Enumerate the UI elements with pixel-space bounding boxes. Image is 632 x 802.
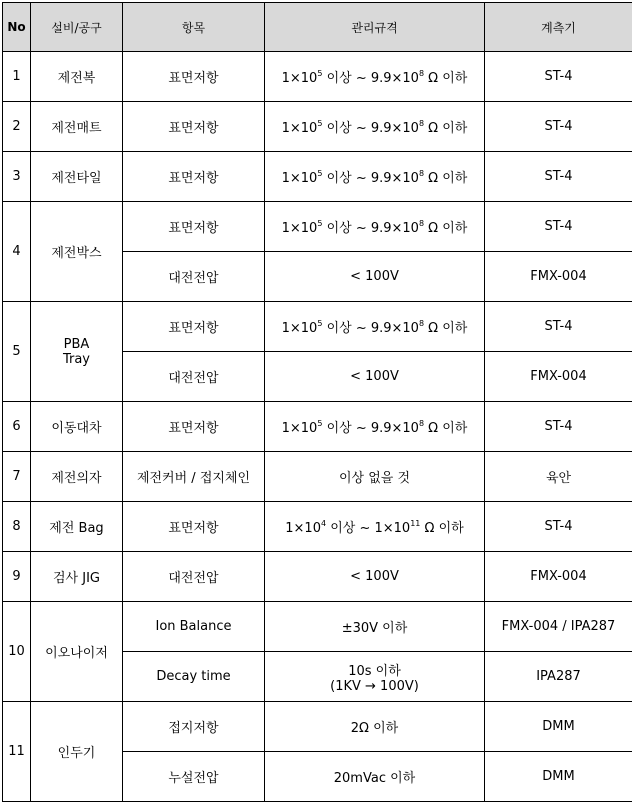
item-cell: 대전전압 (123, 552, 265, 602)
spec-line: (1KV → 100V) (267, 679, 482, 694)
table-row (3, 402, 632, 452)
header-equipment: 설비/공구 (31, 3, 123, 52)
header-row (3, 3, 632, 52)
spec-exponent: 4 (321, 519, 326, 528)
equipment-cell (31, 302, 123, 402)
table-row (3, 202, 632, 252)
item-cell: 표면저항 (123, 502, 265, 552)
spec-exponent: 8 (419, 219, 424, 228)
spec-cell: ±30V 이하 (265, 602, 485, 652)
equipment-cell: 제전 Bag (31, 502, 123, 552)
equipment-line: PBA (33, 337, 120, 352)
esd-management-table (2, 2, 632, 802)
table-row (3, 52, 632, 102)
spec-cell: 2Ω 이하 (265, 702, 485, 752)
row-number: 5 (3, 302, 31, 402)
spec-exponent: 5 (317, 169, 322, 178)
equipment-cell: 제전타일 (31, 152, 123, 202)
meter-cell: 육안 (485, 452, 632, 502)
header-spec: 관리규격 (265, 3, 485, 52)
meter-cell: FMX-004 (485, 252, 632, 302)
spec-exponent: 5 (317, 319, 322, 328)
equipment-cell: 제전박스 (31, 202, 123, 302)
spec-text: 1×10 (282, 71, 318, 86)
spec-exponent: 8 (419, 319, 424, 328)
spec-exponent: 8 (419, 419, 424, 428)
equipment-line: Tray (33, 352, 120, 367)
table-row (3, 152, 632, 202)
spec-text: Ω 이하 (424, 121, 467, 136)
spec-exponent: 5 (317, 69, 322, 78)
row-number: 7 (3, 452, 31, 502)
item-cell: 표면저항 (123, 102, 265, 152)
equipment-cell: 제전의자 (31, 452, 123, 502)
spec-text: 이상 ~ 9.9×10 (322, 171, 419, 186)
meter-cell: IPA287 (485, 652, 632, 702)
meter-cell: ST-4 (485, 502, 632, 552)
row-number: 9 (3, 552, 31, 602)
item-cell: 표면저항 (123, 52, 265, 102)
row-number: 11 (3, 702, 31, 802)
spec-cell (265, 502, 485, 552)
spec-line: 10s 이하 (267, 660, 482, 679)
spec-cell (265, 202, 485, 252)
spec-text: 1×10 (282, 121, 318, 136)
spec-cell: 이상 없을 것 (265, 452, 485, 502)
spec-text: 이상 ~ 9.9×10 (322, 421, 419, 436)
meter-cell: DMM (485, 752, 632, 802)
table-row (3, 102, 632, 152)
spec-text: Ω 이하 (420, 521, 463, 536)
item-cell: 표면저항 (123, 402, 265, 452)
spec-cell: < 100V (265, 552, 485, 602)
spec-text: Ω 이하 (424, 71, 467, 86)
spec-exponent: 8 (419, 119, 424, 128)
table-row (3, 602, 632, 652)
spec-text: 1×10 (282, 171, 318, 186)
spec-exponent: 5 (317, 419, 322, 428)
item-cell: 대전전압 (123, 352, 265, 402)
spec-cell (265, 302, 485, 352)
row-number: 2 (3, 102, 31, 152)
spec-cell: 20mVac 이하 (265, 752, 485, 802)
row-number: 8 (3, 502, 31, 552)
equipment-cell: 검사 JIG (31, 552, 123, 602)
spec-cell (265, 652, 485, 702)
spec-text: Ω 이하 (424, 321, 467, 336)
equipment-cell: 이동대차 (31, 402, 123, 452)
spec-cell (265, 402, 485, 452)
item-cell: 누설전압 (123, 752, 265, 802)
header-item: 항목 (123, 3, 265, 52)
spec-exponent: 8 (419, 69, 424, 78)
equipment-cell: 인두기 (31, 702, 123, 802)
meter-cell: FMX-004 (485, 352, 632, 402)
table-row (3, 452, 632, 502)
spec-cell: < 100V (265, 352, 485, 402)
meter-cell: ST-4 (485, 102, 632, 152)
spec-exponent: 5 (317, 219, 322, 228)
table-row (3, 552, 632, 602)
item-cell: 제전커버 / 접지체인 (123, 452, 265, 502)
item-cell: 표면저항 (123, 202, 265, 252)
row-number: 6 (3, 402, 31, 452)
row-number: 4 (3, 202, 31, 302)
meter-cell: ST-4 (485, 152, 632, 202)
spec-text: Ω 이하 (424, 221, 467, 236)
equipment-cell: 이오나이저 (31, 602, 123, 702)
spec-text: 1×10 (285, 521, 321, 536)
table-row (3, 502, 632, 552)
spec-text: 1×10 (282, 421, 318, 436)
spec-exponent: 11 (410, 519, 420, 528)
item-cell: 대전전압 (123, 252, 265, 302)
meter-cell: ST-4 (485, 302, 632, 352)
spec-cell (265, 102, 485, 152)
spec-cell (265, 52, 485, 102)
meter-cell: FMX-004 (485, 552, 632, 602)
item-cell: Ion Balance (123, 602, 265, 652)
item-cell: 접지저항 (123, 702, 265, 752)
row-number: 10 (3, 602, 31, 702)
spec-text: Ω 이하 (424, 171, 467, 186)
table-row (3, 702, 632, 752)
spec-text: 이상 ~ 9.9×10 (322, 71, 419, 86)
header-no: No (3, 3, 31, 52)
spec-text: 1×10 (282, 221, 318, 236)
item-cell: 표면저항 (123, 152, 265, 202)
spec-text: 이상 ~ 9.9×10 (322, 121, 419, 136)
row-number: 1 (3, 52, 31, 102)
spec-text: 이상 ~ 1×10 (326, 521, 410, 536)
spec-cell (265, 152, 485, 202)
spec-text: 1×10 (282, 321, 318, 336)
header-meter: 계측기 (485, 3, 632, 52)
item-cell: 표면저항 (123, 302, 265, 352)
meter-cell: FMX-004 / IPA287 (485, 602, 632, 652)
meter-cell: DMM (485, 702, 632, 752)
spec-exponent: 5 (317, 119, 322, 128)
equipment-cell: 제전매트 (31, 102, 123, 152)
table-row (3, 302, 632, 352)
item-cell: Decay time (123, 652, 265, 702)
spec-cell: < 100V (265, 252, 485, 302)
meter-cell: ST-4 (485, 202, 632, 252)
meter-cell: ST-4 (485, 402, 632, 452)
spec-text: 이상 ~ 9.9×10 (322, 221, 419, 236)
spec-text: Ω 이하 (424, 421, 467, 436)
row-number: 3 (3, 152, 31, 202)
spec-text: 이상 ~ 9.9×10 (322, 321, 419, 336)
equipment-cell: 제전복 (31, 52, 123, 102)
meter-cell: ST-4 (485, 52, 632, 102)
spec-exponent: 8 (419, 169, 424, 178)
